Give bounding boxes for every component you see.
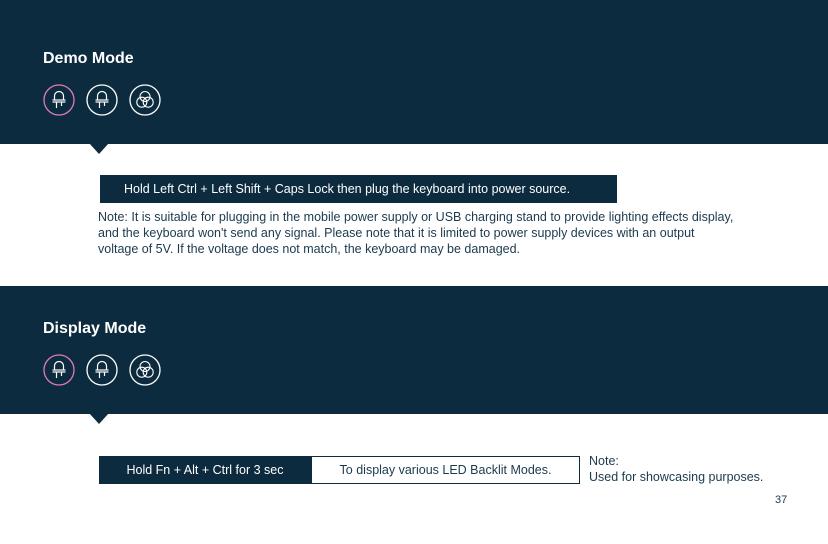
- display-mode-title: Display Mode: [43, 320, 147, 337]
- display-mode-pointer: [89, 413, 109, 424]
- demo-mode-note: Note: It is suitable for plugging in the mobile power supply or USB charging stand to provide lighting effects display, and the keyboard won't send any signal. Please note that it is limited to power supply devices with an output voltage of 5V. If the voltage does not match, the keyboard may be damaged.: [98, 210, 734, 256]
- demo-mode-title: Demo Mode: [43, 50, 134, 67]
- led-bulb-icon-active: [43, 84, 75, 116]
- led-bulb-icon: [86, 354, 118, 386]
- demo-mode-pointer: [89, 143, 109, 154]
- display-mode-header-band: [0, 286, 828, 414]
- display-mode-icons: [43, 354, 161, 386]
- demo-mode-command-box: [100, 175, 617, 203]
- rgb-circles-icon: [129, 354, 161, 386]
- rgb-circles-icon: [129, 84, 161, 116]
- led-bulb-icon-active: [43, 354, 75, 386]
- demo-mode-header-band: [0, 0, 828, 144]
- display-mode-note: [589, 453, 763, 485]
- page-number: 37: [775, 494, 788, 506]
- display-mode-description-text: To display various LED Backlit Modes.: [339, 463, 552, 477]
- demo-mode-command-text: Hold Left Ctrl + Left Shift + Caps Lock then plug the keyboard into power source.: [124, 182, 571, 196]
- display-mode-note-text: Used for showcasing purposes.: [589, 470, 764, 484]
- demo-mode-icons: [43, 84, 161, 116]
- display-mode-command-text: Hold Fn + Alt + Ctrl for 3 sec: [126, 463, 284, 477]
- display-mode-description-box: [311, 456, 580, 484]
- display-mode-command-box: [99, 456, 311, 484]
- display-mode-note-label: Note:: [589, 454, 619, 468]
- led-bulb-icon: [86, 84, 118, 116]
